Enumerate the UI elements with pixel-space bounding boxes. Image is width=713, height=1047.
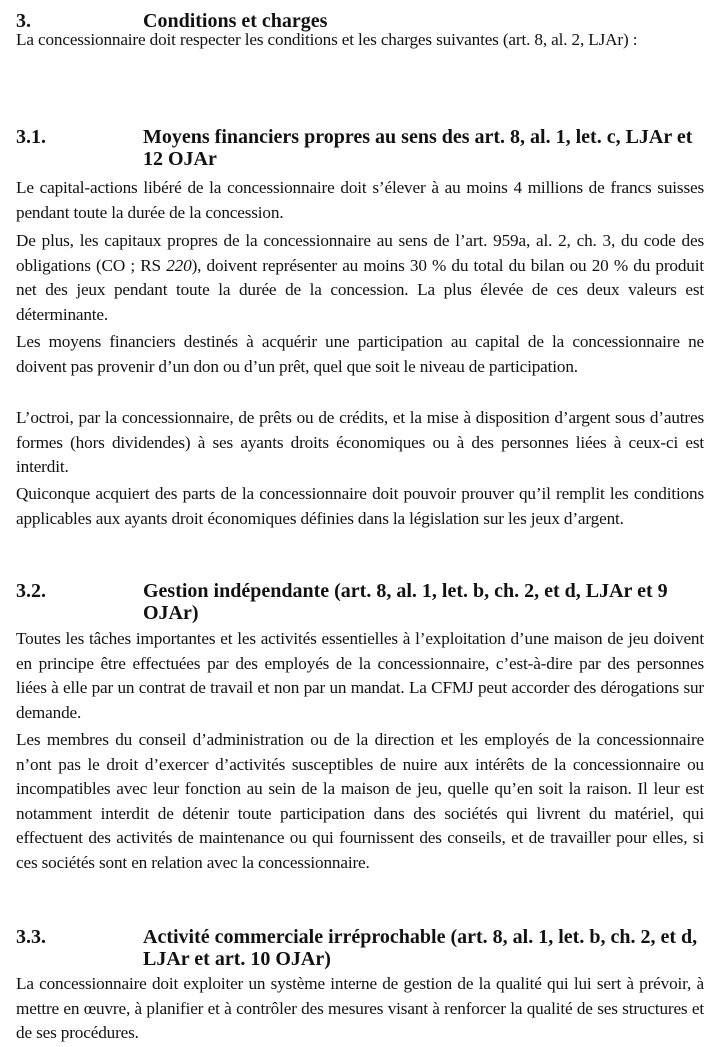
paragraph: La concessionnaire doit respecter les conditions et les charges suivantes (art. 8, al. 2, LJAr) : <box>16 30 638 49</box>
paragraph: Toutes les tâches importantes et les activités essentielles à l’exploitation d’une maison de jeu doivent en principe être effectuées par des employés de la concessionnaire, c’est-à-dire par des personnes liées à elle par un contrat de travail et non par un mandat. La CFMJ peut accorder des dérogations sur demande. <box>16 629 704 722</box>
citation-italic: 220 <box>166 255 192 275</box>
section-number: 3. <box>16 10 31 32</box>
section-heading-3-1 <box>16 126 704 170</box>
paragraph <box>16 229 704 327</box>
section-heading-3-3 <box>16 926 704 970</box>
paragraph: Le capital-actions libéré de la concessionnaire doit s’élever à au moins 4 millions de francs suisses pendant toute la durée de la concession. <box>16 178 704 222</box>
section-title: Gestion indépendante (art. 8, al. 1, let. b, ch. 2, et d, LJAr et 9 OJAr) <box>143 580 668 624</box>
section-number: 3.3. <box>16 926 46 948</box>
paragraph: Quiconque acquiert des parts de la concessionnaire doit pouvoir prouver qu’il remplit les conditions applicables aux ayants droit économiques définies dans la législation sur les jeux d’argent. <box>16 484 704 528</box>
section-heading-3-2 <box>16 580 704 624</box>
paragraph-text: ), doivent représenter au moins 30 % du total du bilan ou 20 % du produit net des jeux pendant toute la durée de la concession. La plus élevée de ces deux valeurs est déterminante. <box>16 255 704 324</box>
section-number: 3.2. <box>16 580 46 602</box>
section-title: Conditions et charges <box>143 10 328 32</box>
paragraph: Les membres du conseil d’administration ou de la direction et les employés de la concessionnaire n’ont pas le droit d’exercer d’activités susceptibles de nuire aux intérêts de la concessionnaire ou incompatibles avec leur fonction au sein de la maison de jeu, quelle qu’en soit la raison. Il leur est notamment interdit de détenir toute participation dans des sociétés qui livrent du matériel, qui effectuent des activités de maintenance ou qui fournissent des conseils, et de travailler pour elles, si ces sociétés sont en relation avec la concessionnaire. <box>16 730 704 872</box>
section-title: Activité commerciale irréprochable (art. 8, al. 1, let. b, ch. 2, et d, LJAr et art. 10 OJAr) <box>143 926 698 970</box>
paragraph: Les moyens financiers destinés à acquérir une participation au capital de la concessionnaire ne doivent pas provenir d’un don ou d’un prêt, quel que soit le niveau de participation. <box>16 332 704 376</box>
section-title: Moyens financiers propres au sens des art. 8, al. 1, let. c, LJAr et 12 OJAr <box>143 126 693 170</box>
section-number: 3.1. <box>16 126 46 148</box>
paragraph: L’octroi, par la concessionnaire, de prêts ou de crédits, et la mise à disposition d’argent sous d’autres formes (hors dividendes) à ses ayants droits économiques ou à des personnes liées à ceux-ci est interdit. <box>16 408 704 477</box>
paragraph: La concessionnaire doit exploiter un système interne de gestion de la qualité qui lui sert à prévoir, à mettre en œuvre, à planifier et à contrôler des mesures visant à renforcer la qualité de ses structures et de ses procédures. <box>16 974 704 1043</box>
paragraph-text: De plus, les capitaux propres de la concessionnaire au sens de l’art. 959a, al. 2, ch. 3, du code des obligations (CO ; RS <box>16 231 704 275</box>
